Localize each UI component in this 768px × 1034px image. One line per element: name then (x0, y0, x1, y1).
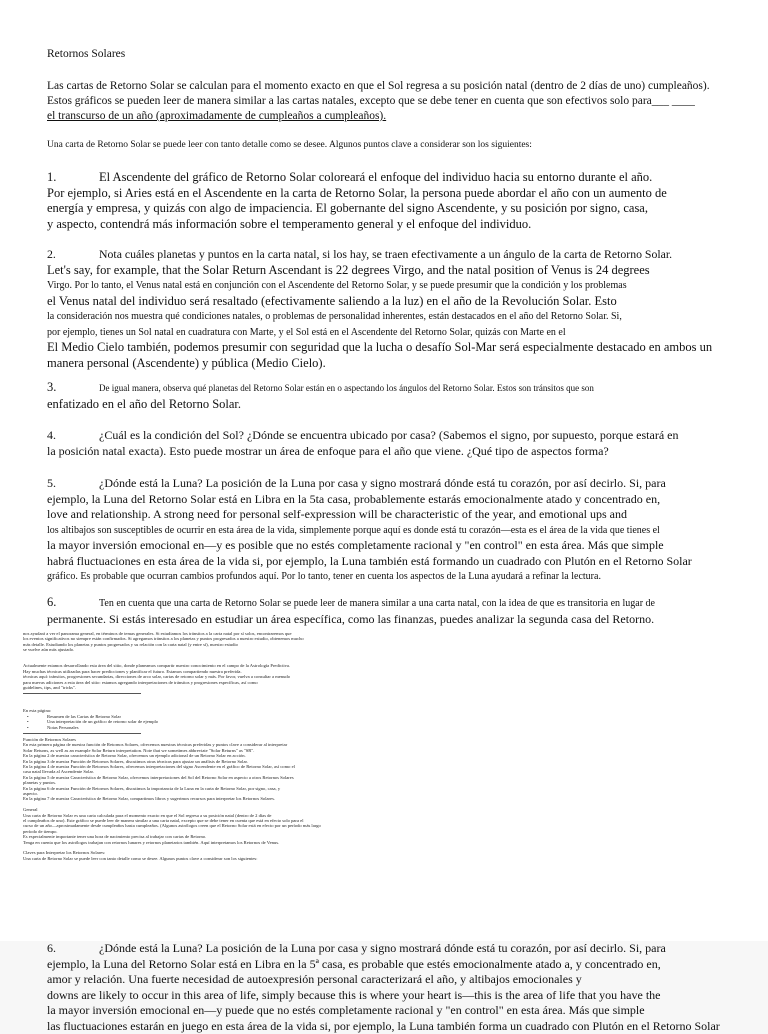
fine-line: planetas y puntos. (23, 780, 353, 785)
page-contents-item[interactable]: • Resumen de las Cartas de Retorno Solar (23, 714, 353, 719)
item-number: 6. (47, 595, 99, 611)
item-line: ¿Dónde está la Luna? La posición de la Luna por casa y signo mostrará dónde está tu corazón, por así decirlo. Si, para (99, 941, 666, 955)
fine-line: En la página 2 de nuestra característica de Retorno Solar, ofrecemos un ejemplo adicional de un Retorno Solar en acción. (23, 753, 353, 758)
keys-heading: Claves para Interpretar los Retornos Solares: (23, 850, 353, 855)
item-line: Let's say, for example, that the Solar Return Ascendant is 22 degrees Virgo, and the natal position of Venus is 24 degrees (47, 263, 737, 279)
fine-line: En la página 7 de nuestra Característica de Retorno Solar, compartimos libros y sugerimos recursos para interpretar los Retornos Solares. (23, 796, 353, 801)
item-line: Virgo. Por lo tanto, el Venus natal está en conjunción con el Ascendente del Retorno Solar, y se puede presumir que la condición y los problemas (47, 278, 737, 294)
fine-line: Es especialmente importante tener una hora de nacimiento precisa al trabajar con cartas de Retorno. (23, 834, 353, 839)
page-contents-item[interactable]: • Una interpretación de un gráfico de retorno solar de ejemplo (23, 719, 353, 724)
fine-line: En la página 6 de nuestra Función de Retornos Solares, discutimos la importancia de la Luna en la carta de Retorno Solar, por signo, casa, y (23, 786, 353, 791)
fine-line: se vuelve aún más ajustado. (23, 647, 353, 652)
fine-line: técnicas aquí: tránsitos, progresiones secundarias, direcciones de arco solar, cartas de retorno solar y más. Por favor, vuelva a consultar a menudo (23, 674, 353, 679)
item-number: 5. (47, 476, 99, 492)
item-number: 6. (47, 941, 99, 957)
page-contents-heading: En esta página: (23, 708, 353, 713)
page-contents-item[interactable]: • Notas Personales (23, 725, 353, 730)
item-line: Por ejemplo, si Aries está en el Ascendente en la carta de Retorno Solar, la persona puede abordar el año con un aumento de (47, 186, 737, 202)
item-line: downs are likely to occur in this area of life, simply because this is where your heart is—this is the area of life that you have the (47, 988, 768, 1004)
list-item-5 (47, 476, 737, 585)
fine-line: Tenga en cuenta que los astrólogos trabajan con retornos lunares y retornos planetarios también. Aquí interpretamos los Retornos de Venus. (23, 840, 353, 845)
page-title: Retornos Solares (47, 48, 737, 60)
fine-line: Solar Returns, as well as an example Solar Return interpretation. Note that we sometimes abbreviate "Solar Returns" as "SR". (23, 748, 353, 753)
fine-line: En esta primera página de nuestra función de Retornos Solares, ofrecemos nuestras técnicas preferidas y puntos clave a considerar al interpretar (23, 742, 353, 747)
intro-text: Las cartas de Retorno Solar se calculan para el momento exacto en que el Sol regresa a su posición natal (dentro de 2 días de uno) cumpleaños). Estos gráficos se pueden leer de manera similar a las cartas natales, excepto que se debe tener en cuenta que son efectivos solo para (47, 80, 710, 107)
fine-line: En la página 5 de nuestra Característica de Retorno Solar, ofrecemos interpretaciones del Sol del Retorno Solar en aspecto a otros Retornos Solares (23, 775, 353, 780)
intro-paragraph: Las cartas de Retorno Solar se calculan para el momento exacto en que el Sol regresa a su posición natal (dentro de 2 días de uno) cumpleaños). Estos gráficos se pueden leer de manera similar a las cartas natales, excepto que se debe tener en cuenta que son efectivos solo para___ ____ el transcurso de un año (aproximadamente de cumpleaños a cumpleaños). (47, 79, 737, 124)
item-number: 1. (47, 170, 99, 186)
fine-line: Hay muchas técnicas utilizadas para hacer predicciones y planificar el futuro. Estamos compartiendo nuestra preferida. (23, 669, 353, 674)
fine-line: el cumpleaños de uno). Este gráfico se puede leer de manera similar a una carta natal, excepto que se debe tener en cuenta que está en efecto solo para el (23, 818, 353, 823)
intro-text-underlined: el transcurso de un año (aproximadamente de cumpleaños a cumpleaños). (47, 110, 386, 122)
fine-line: nos ayudará a ver el panorama general, en términos de temas generales. Si estudiamos los tránsitos a la carta natal por sí solos, encontraremos que (23, 631, 353, 636)
item-line: ¿Dónde está la Luna? La posición de la Luna por casa y signo mostrará dónde está tu corazón, por así decirlo. Si, para (99, 476, 666, 490)
item-line: love and relationship. A strong need for personal self-expression will be characteristic of the year, and emotional ups and (47, 507, 737, 523)
item-line: la mayor inversión emocional en—y es posible que no estés completamente racional y "en control" en esta área. Más que simple (47, 538, 737, 554)
item-line: ejemplo, la Luna del Retorno Solar está en Libra en la 5ta casa, probablemente estarás emocionalmente atado y concentrado en, (47, 492, 737, 508)
fine-line: los eventos significativos no siempre están confirmados. Si agregamos tránsitos a los planetas y puntos progresados a nuestro estudio, obtenemos mucho (23, 636, 353, 641)
divider (23, 693, 141, 694)
fine-line: casa natal llevada al Ascendente Solar. (23, 769, 353, 774)
item-line: habrá fluctuaciones en esta área de la vida si, por ejemplo, la Luna también está formando un cuadrado con Plutón en el Retorno Solar (47, 554, 737, 570)
item-number: 4. (47, 428, 99, 444)
fine-line: En la página 3 de nuestra Función de Retornos Solares, discutimos otras técnicas para ajustar un análisis de Retorno Solar. (23, 759, 353, 764)
list-item-3 (47, 380, 737, 412)
item-line: los altibajos son susceptibles de ocurrir en esta área de la vida, simplemente porque aquí es donde está tu corazón—esta es el área de la vida que tienes el (47, 523, 737, 539)
item-number: 2. (47, 247, 99, 263)
list-item-4 (47, 428, 737, 459)
item-line: por ejemplo, tienes un Sol natal en cuadratura con Marte, y el Sol está en el Ascendente del Retorno Solar, quizás con Marte en el (47, 325, 737, 341)
item-line: manera personal (Ascendente) y pública (Medio Cielo). (47, 356, 737, 372)
item-line: gráfico. Es probable que ocurran cambios profundos aquí. Por lo tanto, tener en cuenta los aspectos de la Luna ayudará a refinar la lectura. (47, 569, 737, 585)
list-item-6 (47, 595, 737, 627)
fine-line: Actualmente estamos desarrollando esta área del sitio, donde planeamos compartir nuestro conocimiento en el campo de la Astrología Predictiva. (23, 663, 353, 668)
item-line: energía y empresa, y quizás con algo de impaciencia. El gobernante del signo Ascendente, y su posición por signo, casa, (47, 201, 737, 217)
item-line: amor y relación. Una fuerte necesidad de autoexpresión personal caracterizará el año, y altibajos emocionales y (47, 972, 768, 988)
item-line: el Venus natal del individuo será resaltado (efectivamente saliendo a la luz) en el año de la Revolución Solar. Esto (47, 294, 737, 310)
item-line: ¿Cuál es la condición del Sol? ¿Dónde se encuentra ubicado por casa? (Sabemos el signo, por supuesto, porque estará en (99, 428, 678, 442)
fine-line: guidelines, tips, and "tricks". (23, 685, 353, 690)
item-line: El Ascendente del gráfico de Retorno Solar coloreará el enfoque del individuo hacia su entorno durante el año. (99, 170, 652, 184)
fine-line: aspecto. (23, 791, 353, 796)
item-line: y aspecto, contendrá más información sobre el temperamento general y el enfoque del individuo. (47, 217, 737, 233)
lead-paragraph: Una carta de Retorno Solar se puede leer con tanto detalle como se desee. Algunos puntos clave a considerar son los siguientes: (47, 139, 737, 152)
divider (23, 733, 141, 734)
item-line: las fluctuaciones estarán en juego en esta área de la vida si, por ejemplo, la Luna también forma un cuadrado con Plutón en el Retorno Solar (47, 1019, 768, 1034)
list-item-1 (47, 170, 737, 232)
feature-heading: Función de Retornos Solares (23, 737, 353, 742)
item-line: El Medio Cielo también, podemos presumir con seguridad que la lucha o desafío Sol-Mar será especialmente destacado en ambos un (47, 340, 737, 356)
item-line: la consideración nos muestra qué condiciones natales, o problemas de personalidad inherentes, están destacados en el año del Retorno Solar. Si, (47, 309, 737, 325)
item-line: ejemplo, la Luna del Retorno Solar está en Libra en la 5ª casa, es probable que estés emocionalmente atado a, y concentrado en, (47, 957, 768, 973)
general-heading: General (23, 807, 353, 812)
fine-line: período de tiempo. (23, 829, 353, 834)
item-line: permanente. Si estás interesado en estudiar un área específica, como las finanzas, puedes analizar la segunda casa del Retorno. (47, 612, 737, 628)
fine-line: Una carta de Retorno Solar es una carta calculada para el momento exacto en que el Sol regresa a su posición natal (dentro de 2 días de (23, 813, 353, 818)
fine-line: curso de un año—aproximadamente desde cumpleaños hasta cumpleaños. (Algunos astrólogos creen que el Retorno Solar está en efecto por un período más largo (23, 823, 353, 828)
fine-line: más detalle. Estudiando los planetas y puntos progresados y su relación con la carta natal (y entre sí), nuestro estudio (23, 642, 353, 647)
item-line: la posición natal exacta). Esto puede mostrar un área de enfoque para el año que viene. ¿Qué tipo de aspectos forma? (47, 444, 737, 460)
item-number: 3. (47, 380, 99, 396)
item-line: Ten en cuenta que una carta de Retorno Solar se puede leer de manera similar a una carta natal, con la idea de que es transitoria en lugar de (99, 598, 655, 609)
item-line: Nota cuáles planetas y puntos en la carta natal, si los hay, se traen efectivamente a un ángulo de la carta de Retorno Solar. (99, 247, 672, 261)
fine-print-section (23, 631, 353, 861)
item-line: la mayor inversión emocional en—y puede que no estés completamente racional y "en control" en esta área. Más que simple (47, 1003, 768, 1019)
repeated-item-6 (0, 941, 768, 1034)
item-line: De igual manera, observa qué planetas del Retorno Solar están en o aspectando los ángulos del Retorno Solar. Estos son tránsitos que son (99, 383, 594, 393)
fine-line: para nuevas adiciones a esta área del sitio: estamos agregando interpretaciones de tránsitos y progresiones específicas, así como (23, 680, 353, 685)
fine-line: En la página 4 de nuestra Función de Retornos Solares, ofrecemos interpretaciones del signo Ascendente en el gráfico de Retorno Solar, así como el (23, 764, 353, 769)
list-item-2 (47, 247, 737, 371)
item-line: enfatizado en el año del Retorno Solar. (47, 397, 737, 413)
fine-line: Una carta de Retorno Solar se puede leer con tanto detalle como se desee. Algunos puntos clave a considerar son los siguientes: (23, 856, 353, 861)
